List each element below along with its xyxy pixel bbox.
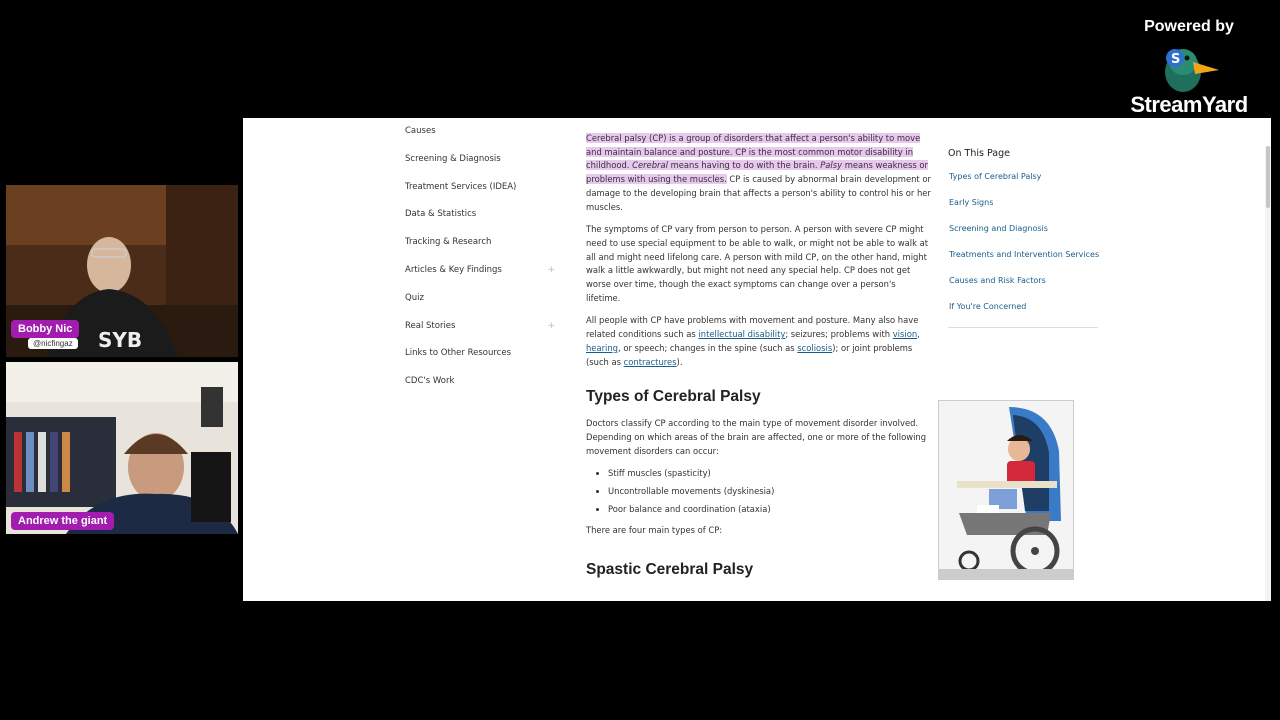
highlighted-text: means having to do with the brain.: [667, 160, 821, 171]
participant-video-bobby: [6, 185, 238, 357]
list-item: • Stiff muscles (spasticity): [608, 467, 932, 481]
link-intellectual-disability[interactable]: intellectual disability: [698, 329, 786, 340]
on-this-page-title: On This Page: [948, 148, 1010, 159]
page-scrollbar[interactable]: [1265, 146, 1271, 601]
sidenav-item-causes[interactable]: [393, 118, 563, 146]
otp-link-causes[interactable]: Causes and Risk Factors: [949, 276, 1046, 285]
sidenav-item-label: Quiz: [405, 292, 424, 303]
highlighted-text: means weakness or problems with using the muscles.: [586, 160, 928, 185]
intro-paragraph: [586, 132, 932, 214]
related-conditions-paragraph: [586, 314, 932, 369]
sidenav-item-screening-diagnosis[interactable]: [393, 146, 563, 174]
sidenav-item-real-stories[interactable]: [393, 313, 563, 341]
types-intro-paragraph: Doctors classify CP according to the main type of movement disorder involved. Depending on which areas of the brain are affected, one or more of the following movement disorders can occur:: [586, 418, 927, 456]
otp-link-concerned[interactable]: If You're Concerned: [949, 302, 1027, 311]
intro-text: CP is caused by abnormal brain development or damage to the developing brain that affects a person's ability to control his or her muscles.: [586, 174, 931, 212]
sidenav-item-articles[interactable]: [393, 257, 563, 285]
streamyard-wordmark: StreamYard: [1130, 92, 1248, 117]
svg-text:S: S: [1171, 52, 1181, 67]
participant-handle: @nicfingaz: [28, 338, 78, 349]
powered-by-label: Powered by: [1144, 18, 1234, 35]
sidenav-item-label: Causes: [405, 126, 436, 136]
duck-logo-icon: [1157, 40, 1221, 96]
sidenav-item-label: Links to Other Resources: [405, 348, 512, 359]
child-in-wheelchair-photo: [938, 400, 1074, 580]
text-segment: ).: [676, 356, 683, 367]
expand-plus-icon[interactable]: +: [547, 320, 555, 331]
shared-screen: [243, 118, 1271, 601]
link-scoliosis[interactable]: scoliosis: [797, 342, 833, 353]
sidenav-item-tracking-research[interactable]: [393, 229, 563, 257]
participant-video-andrew: [6, 362, 238, 534]
symptoms-paragraph: The symptoms of CP vary from person to person. A person with severe CP might need to use special equipment to be able to walk, or might not be able to walk at all and might need lifelong care. A person with mild CP, on the other hand, might walk a little awkwardly, but might not need any special help. CP does not get worse over time, though the exact symptoms can change over a person's lifetime.: [586, 224, 929, 303]
otp-link-screening[interactable]: Screening and Diagnosis: [949, 224, 1048, 233]
text-segment: All people with CP have problems with movement and posture. Many also have related conditions such as: [586, 315, 919, 340]
sidenav-item-label: Treatment Services (IDEA): [405, 181, 517, 192]
highlighted-text: Cerebral palsy (CP) is a group of disorders that affect a person's ability to move and maintain balance and posture. CP is the most common motor disability in childhood.: [586, 133, 921, 171]
on-this-page-panel: [948, 148, 1103, 328]
sidenav-item-label: Data & Statistics: [405, 209, 477, 220]
link-contractures[interactable]: contractures: [623, 356, 677, 367]
sidenav-item-label: Real Stories: [405, 320, 456, 331]
streamyard-branding: [1114, 18, 1264, 118]
highlighted-italic: Palsy: [820, 160, 843, 171]
list-item: • Uncontrollable movements (dyskinesia): [608, 485, 932, 499]
svg-text:SYB: SYB: [98, 328, 143, 352]
sidenav-item-label: Articles & Key Findings: [405, 264, 502, 275]
text-segment: , or speech; changes in the spine (such as: [618, 342, 798, 353]
highlighted-italic: Cerebral: [632, 160, 668, 171]
link-vision[interactable]: vision: [892, 329, 918, 340]
sidenav-item-treatment-services[interactable]: [393, 174, 563, 202]
divider: [948, 327, 1098, 328]
sidenav-item-label: CDC's Work: [405, 376, 455, 387]
otp-link-types[interactable]: Types of Cerebral Palsy: [949, 172, 1042, 181]
otp-link-early-signs[interactable]: Early Signs: [949, 198, 994, 207]
sidenav-item-data-statistics[interactable]: [393, 201, 563, 229]
movement-disorders-list: [586, 467, 932, 516]
link-hearing[interactable]: hearing: [586, 342, 618, 353]
spastic-heading: Spastic Cerebral Palsy: [586, 561, 754, 579]
text-segment: ,: [917, 329, 920, 340]
otp-link-treatments[interactable]: Treatments and Intervention Services: [949, 250, 1100, 259]
list-item: • Poor balance and coordination (ataxia): [608, 503, 932, 517]
article-content: [586, 132, 932, 590]
sidenav-item-links[interactable]: [393, 340, 563, 368]
video-frame-2: [6, 362, 238, 534]
sidenav-item-quiz[interactable]: [393, 285, 563, 313]
participant-name-tag: Andrew the giant: [11, 512, 114, 530]
text-segment: ; seizures; problems with: [785, 329, 893, 340]
text-segment: ); or joint problems (such as: [586, 342, 913, 367]
participant-name-tag: Bobby Nic: [11, 320, 79, 338]
sidenav-item-label: Screening & Diagnosis: [405, 153, 501, 164]
expand-plus-icon[interactable]: +: [547, 264, 555, 275]
scrollbar-thumb[interactable]: [1266, 146, 1270, 208]
sidenav-item-cdcs-work[interactable]: [393, 368, 563, 396]
four-types-paragraph: There are four main types of CP:: [586, 525, 723, 536]
side-navigation: [393, 118, 563, 396]
types-heading: Types of Cerebral Palsy: [586, 388, 761, 406]
sidenav-item-label: Tracking & Research: [405, 237, 492, 248]
